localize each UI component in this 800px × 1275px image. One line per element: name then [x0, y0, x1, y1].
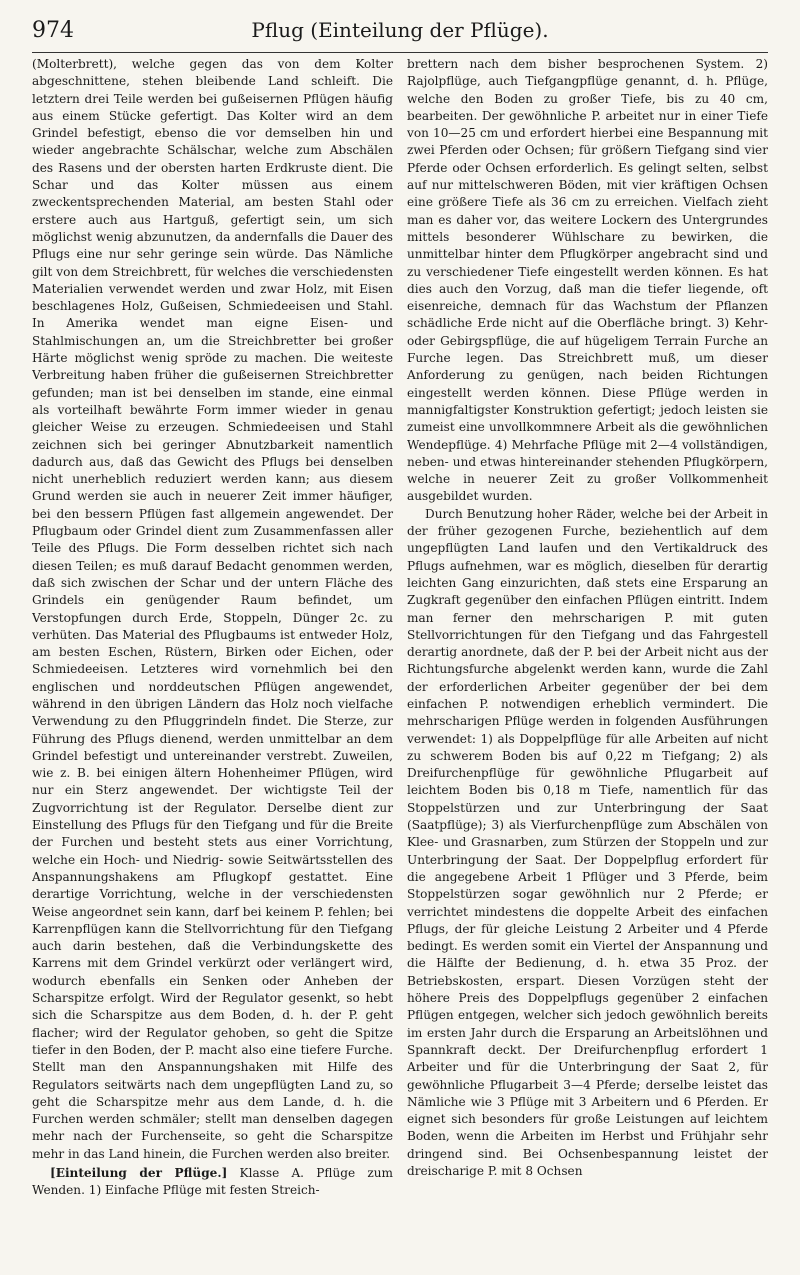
page-header — [32, 14, 768, 56]
paragraph: (Molterbrett), welche gegen das von dem Kolter abgeschnittene, stehen bleibende Land schleift. Die letztern drei Teile werden bei gußeisernen Pflügen häufig aus einem Stücke gefertigt. Das Kolter wird an dem Grindel befestigt, ebenso die vor demselben hin und wieder angebrachte Schälschar, welche zum Abschälen des Rasens und der obersten harten Erdkruste dient. Die Schar und das Kolter müssen aus einem zweckentsprechenden Material, am besten Stahl oder erstere auch aus Hartguß, gefertigt sein, um sich möglichst wenig abzunutzen, da andernfalls die Dauer des Pflugs eine nur sehr geringe sein würde. Das Nämliche gilt von dem Streichbrett, für welches die verschiedensten Materialien verwendet werden und zwar Holz, mit Eisen beschlagenes Holz, Gußeisen, Schmiedeeisen und Stahl. In Amerika wendet man eigne Eisen- und Stahlmischungen an, um die Streichbretter bei großer Härte möglichst wenig spröde zu machen. Die weiteste Verbreitung haben früher die gußeisernen Streichbretter gefunden; man ist bei denselben im stande, eine einmal als vorteilhaft bewährte Form immer wieder in genau gleicher Weise zu erzeugen. Schmiedeeisen und Stahl zeichnen sich bei geringer Abnutzbarkeit namentlich dadurch aus, daß das Gewicht des Pflugs bei denselben nicht unerheblich reduziert werden kann; aus diesem Grund werden sie auch in neuerer Zeit immer häufiger, bei den bessern Pflügen fast allgemein angewendet. Der Pflugbaum oder Grindel dient zum Zusammenfassen aller Teile des Pflugs. Die Form desselben richtet sich nach diesen Teilen; es muß darauf Bedacht genommen werden, daß sich zwischen der Schar und der untern Fläche des Grindels ein genügender Raum befindet, um Verstopfungen durch Erde, Stoppeln, Dünger 2c. zu verhüten. Das Material des Pflugbaums ist entweder Holz, am besten Eschen, Rüstern, Birken oder Eichen, oder Schmiedeeisen. Letzteres wird vornehmlich bei den englischen und norddeutschen Pflügen angewendet, während in den übrigen Ländern das Holz noch vielfache Verwendung zu den Pfluggrindeln findet. Die Sterze, zur Führung des Pflugs dienend, werden unmittelbar an dem Grindel befestigt und untereinander verstrebt. Zuweilen, wie z. B. bei einigen ältern Hohenheimer Pflügen, wird nur ein Sterz angewendet. Der wichtigste Teil der Zugvorrichtung ist der Regulator. Derselbe dient zur Einstellung des Pflugs für den Tiefgang und für die Breite der Furchen und besteht stets aus einer Vorrichtung, welche ein Hoch- und Niedrig- sowie Seitwärtsstellen des Anspannungshakens am Pflugkopf gestattet. Eine derartige Vorrichtung, welche in der verschiedensten Weise angeordnet sein kann, darf bei keinem P. fehlen; bei Karrenpflügen kann die Stellvorrichtung für den Tiefgang auch darin bestehen, daß die Verbindungskette des Karrens mit dem Grindel verkürzt oder verlängert wird, wodurch ebenfalls ein Senken oder Anheben der Scharspitze erfolgt. Wird der Regulator gesenkt, so hebt sich die Scharspitze aus dem Boden, d. h. der P. geht flacher; wird der Regulator gehoben, so geht die Spitze tiefer in den Boden, der P. macht also eine tiefere Furche. Stellt man den Anspannungshaken mit Hilfe des Regulators seitwärts nach dem ungepflügten Land zu, so geht die Scharspitze mehr aus dem Lande, d. h. die Furchen werden schmäler; stellt man denselben dagegen mehr nach der Furchenseite, so geht die Scharspitze mehr in das Land hinein, die Furchen werden also breiter. — [32, 57, 393, 1161]
running-title: Pflug (Einteilung der Pflüge). — [251, 18, 549, 42]
paragraph: Durch Benutzung hoher Räder, welche bei der Arbeit in der früher gezogenen Furche, beziehentlich auf dem ungepflügten Land laufen und den Vertikaldruck des Pflugs aufnehmen, war es möglich, dieselben für derartig leichten Gang einzurichten, daß stets eine Ersparung an Zugkraft gegenüber den einfachen Pflügen eintritt. Indem man ferner den mehrscharigen P. mit guten Stellvorrichtungen für den Tiefgang und das Fahrgestell derartig anordnete, daß der P. bei der Arbeit nicht aus der Richtungsfurche abgelenkt werden kann, wurde die Zahl der erforderlichen Arbeiter gegenüber der bei dem einfachen P. notwendigen erheblich vermindert. Die mehrscharigen Pflüge werden in folgenden Ausführungen verwendet: 1) als Doppelpflüge für alle Arbeiten auf nicht zu schwerem Boden bis auf 0,22 m Tiefgang; 2) als Dreifurchenpflüge für gewöhnliche Pflugarbeit auf leichtem Boden bis 0,18 m Tiefe, namentlich für das Stoppelstürzen und zur Unterbringung der Saat (Saatpflüge); 3) als Vierfurchenpflüge zum Abschälen von Klee- und Grasnarben, zum Stürzen der Stoppeln und zur Unterbringung der Saat. Der Doppelpflug erfordert für die angegebene Arbeit 1 Pflüger und 3 Pferde, beim Stoppelstürzen sogar gewöhnlich nur 2 Pferde; er verrichtet mindestens die doppelte Arbeit des einfachen Pflugs, der für gleiche Leistung 2 Arbeiter und 4 Pferde bedingt. Es werden somit ein Viertel der Anspannung und die Hälfte der Bedienung, d. h. etwa 35 Proz. der Betriebskosten, erspart. Diesen Vorzügen steht der höhere Preis des Doppelpflugs gegenüber 2 einfachen Pflügen entgegen, welcher sich jedoch gewöhnlich bereits im ersten Jahr durch die Ersparung an Arbeitslöhnen und Spannkraft deckt. Der Dreifurchenpflug erfordert 1 Arbeiter und für die Unterbringung der Saat 2, für gewöhnliche Pflugarbeit 3—4 Pferde; derselbe leistet das Nämliche wie 3 Pflüge mit 3 Arbeitern und 6 Pferden. Er eignet sich besonders für große Leistungen auf leichtem Boden, wenn die Arbeiten im Herbst und Frühjahr sehr dringend sind. Bei Ochsenbespannung leistet der dreischarige P. mit 8 Ochsen — [407, 506, 768, 1178]
header-rule — [32, 52, 768, 53]
section-paragraph — [32, 1165, 393, 1200]
section-text: Klasse A. Pflüge zum Wenden. 1) Einfache Pflüge mit festen Streich- — [32, 1166, 393, 1198]
column-left — [32, 56, 393, 1261]
page-number: 974 — [32, 18, 74, 43]
text-columns — [32, 56, 768, 1261]
section-label: [Einteilung der Pflüge.] — [50, 1166, 228, 1180]
paragraph: brettern nach dem bisher besprochenen System. 2) Rajolpflüge, auch Tiefgangpflüge genannt, d. h. Pflüge, welche den Boden zu großer Tiefe, bis zu 40 cm, bearbeiten. Der gewöhnliche P. arbeitet nur in einer Tiefe von 10—25 cm und erfordert hierbei eine Bespannung mit zwei Pferden oder Ochsen; für größern Tiefgang sind vier Pferde oder Ochsen erforderlich. Es gelingt selten, selbst auf nur mittelschweren Böden, mit vier kräftigen Ochsen eine größere Tiefe als 36 cm zu erreichen. Vielfach zieht man es daher vor, das weitere Lockern des Untergrundes mittels besonderer Wühlschare zu bewirken, die unmittelbar hinter dem Pflugkörper angebracht sind und zu verschiedener Tiefe eingestellt werden können. Es hat dies auch den Vorzug, daß man die tiefer liegende, oft eisenreiche, demnach für das Wachstum der Pflanzen schädliche Erde nicht auf die Oberfläche bringt. 3) Kehr- oder Gebirgspflüge, die auf hügeligem Terrain Furche an Furche legen. Das Streichbrett muß, um dieser Anforderung zu genügen, nach beiden Richtungen eingestellt werden können. Diese Pflüge werden in mannigfaltigster Konstruktion gefertigt; jedoch leisten sie zumeist eine unvollkommnere Arbeit als die gewöhnlichen Wendepflüge. 4) Mehrfache Pflüge mit 2—4 vollständigen, neben- und etwas hintereinander stehenden Pflugkörpern, welche in neuerer Zeit zu großer Vollkommenheit ausgebildet wurden. — [407, 57, 768, 504]
column-right — [407, 56, 768, 1261]
